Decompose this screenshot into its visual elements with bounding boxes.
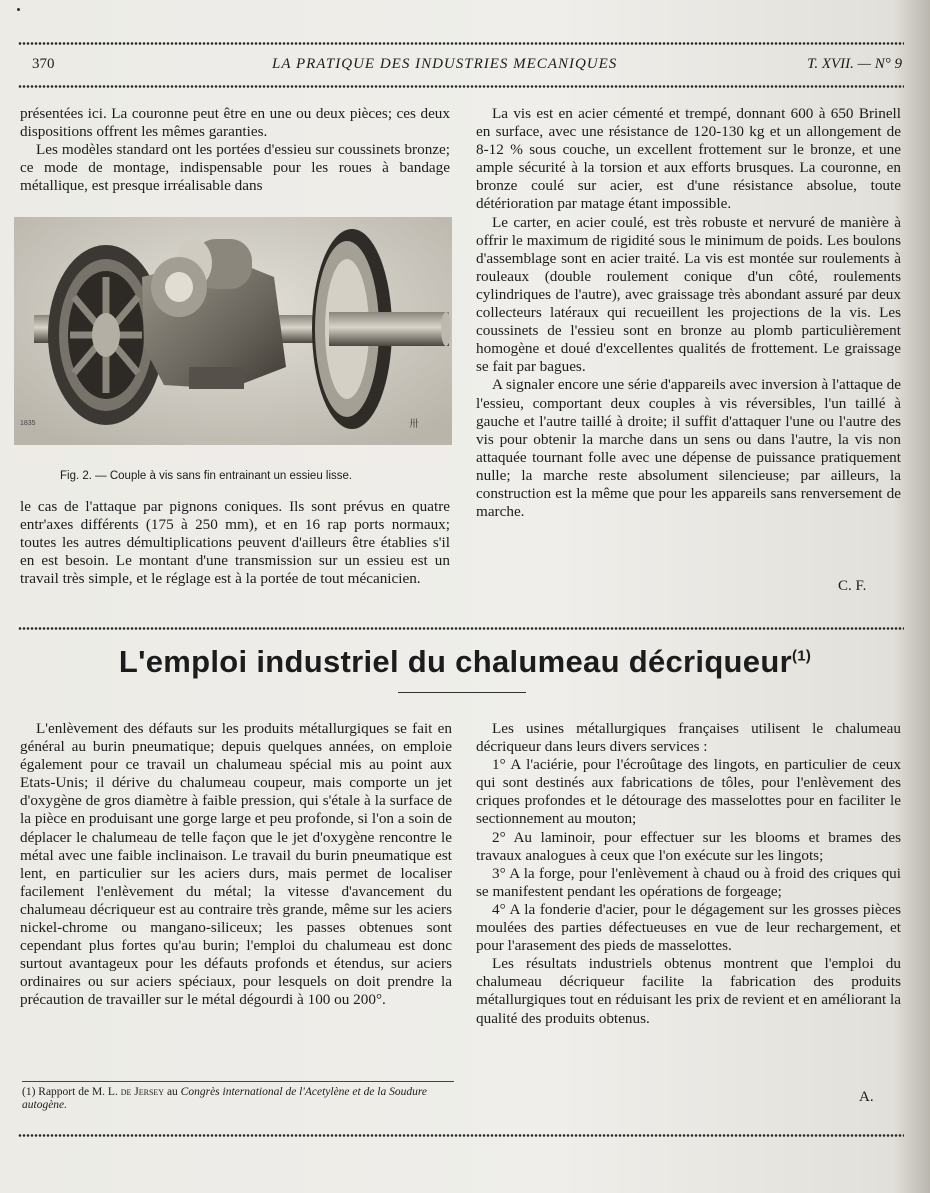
footnote xyxy=(22,1086,454,1112)
footnote-rule xyxy=(22,1081,454,1082)
paragraph: La vis est en acier cémenté et trempé, donnant 600 à 650 Brinell en surface, avec une résistance de 120-130 kg et un allongement de 8-12 % sous couche, un excellent frottement sur le bronze, et une ample sécurité à la torsion et aux efforts brusques. La couronne, en bronze coulé sur acier, est d'une résistance absolue, toute détérioration par matage étant impossible. xyxy=(476,105,901,213)
footnote-mid: au xyxy=(164,1086,181,1098)
article2-title-text: L'emploi industriel du chalumeau décriqueur xyxy=(118,644,792,679)
photo-number: 1835 xyxy=(20,420,36,427)
section-divider xyxy=(18,626,904,631)
article2-signature: A. xyxy=(859,1089,874,1105)
issue-number: T. XVII. — N° 9 xyxy=(807,56,902,72)
page-number: 370 xyxy=(32,56,55,72)
paragraph: Les résultats industriels obtenus montrent que l'emploi du chalumeau décriqueur facilite la fabrication des produits métallurgiques tout en réduisant les prix de revient et en améliorant la qualité des produits obtenus. xyxy=(476,955,901,1027)
paragraph: le cas de l'attaque par pignons coniques. Ils sont prévus en quatre entr'axes différents (175 à 250 mm), et en 16 rap ports normaux; toutes les autres démultiplications peuvent d'ailleurs être établies s'il en est besoin. Le montant d'une transmission sur un essieu est un travail très simple, et le réglage est à la portée de tout mécanicien. xyxy=(20,498,450,588)
paragraph: Les usines métallurgiques françaises utilisent le chalumeau décriqueur dans leurs divers services : xyxy=(476,720,901,756)
running-header xyxy=(32,52,902,78)
footnote-venue: Congrès international de l'Acetylène et de la Soudure autogène. xyxy=(22,1086,428,1111)
article2-right-column xyxy=(476,720,901,1028)
footer-rule xyxy=(18,1133,904,1138)
journal-title: LA PRATIQUE DES INDUSTRIES MECANIQUES xyxy=(272,56,618,72)
paragraph: Les modèles standard ont les portées d'essieu sur coussinets bronze; ce mode de montage, indispensable pour les roues à bandage métallique, est presque irréalisable dans xyxy=(20,141,450,195)
article2-title xyxy=(0,644,930,680)
paragraph: Le carter, en acier coulé, est très robuste et nervuré de manière à offrir le maximum de rigidité sous le minimum de poids. Les boulons d'assemblage sont en acier traité. La vis est montée sur roulements à rouleaux (double roulement conique d'un côté, roulements cylindriques de l'autre), avec graissage très abondant assuré par deux collecteurs latéraux qui recueillent les projections de la vis. Les coussinets de l'essieu sont en bronze au plomb particulièrement homogène et doué d'excellentes qualités de frottement. Le graissage se fait par bagues. xyxy=(476,213,901,376)
title-footnote-marker: (1) xyxy=(791,647,812,665)
paragraph: L'enlèvement des défauts sur les produits métallurgiques se fait en général au burin pneumatique; depuis quelques années, on emploie également pour ce travail un chalumeau spécial mis au point aux Etats-Unis; il dérive du chalumeau coupeur, mais comporte un jet d'oxygène de gros diamètre à faible pression, qui s'étale à la surface de la pièce en produisant une gorge large et peu profonde, si l'on a soin de déplacer le chalumeau de telle façon que le jet d'oxygène rencontre le métal avec une faible inclinaison. Le travail du burin pneumatique est lent, en particulier sur les aciers durs, mais permet de localiser facilement l'enlèvement du métal; la vitesse d'avancement du chalumeau décriqueur est au contraire très grande, même sur les aciers nickel-chrome ou mangano-siliceux; les passes obtenues sont cependant plus fortes qu'au burin; l'emploi du chalumeau est donc surtout avantageux pour les défauts profonds et étendus, sur aciers ordinaires ou sur aciers spéciaux, pour lesquels on doit prendre la précaution de travailler sur le métal dégourdi à 100 ou 200°. xyxy=(20,720,452,1009)
article2-left-column xyxy=(20,720,452,1010)
worm-gear-photo xyxy=(14,217,452,445)
header-bottom-rule xyxy=(18,84,904,89)
article1-right-column xyxy=(476,105,901,521)
paper-speck xyxy=(17,8,20,11)
list-item: 1° A l'aciérie, pour l'écroûtage des lingots, en particulier de ceux qui sont destinés aux fabrications de tôles, pour l'enlèvement des criques profondes et le détourage des masselottes pour en faciliter le sectionnement au mouton; xyxy=(476,756,901,828)
worm-gear-illustration xyxy=(14,217,452,445)
article1-left-top xyxy=(20,105,450,195)
figure-caption: Fig. 2. — Couple à vis sans fin entrainant un essieu lisse. xyxy=(60,470,353,482)
list-item: 2° Au laminoir, pour effectuer sur les blooms et brames des travaux analogues à ceux que l'on exécute sur les lingots; xyxy=(476,828,901,864)
paragraph: présentées ici. La couronne peut être en une ou deux pièces; ces deux dispositions offrent les mêmes garanties. xyxy=(20,105,450,141)
article1-signature: C. F. xyxy=(838,578,867,594)
title-underline xyxy=(398,692,526,693)
footnote-author: de Jersey xyxy=(120,1086,165,1098)
list-item: 4° A la fonderie d'acier, pour le dégagement sur les grosses pièces moulées des parties défectueuses en vue de leur rechargement, et pour l'arasement des pieds de masselottes. xyxy=(476,900,901,955)
article1-left-bottom xyxy=(20,498,450,588)
footnote-prefix: (1) Rapport de M. L. xyxy=(22,1086,121,1098)
header-top-rule xyxy=(18,41,904,46)
paragraph: A signaler encore une série d'appareils avec inversion à l'attaque de l'essieu, comportant deux couples à vis réversibles, l'un taillé à gauche et l'autre taillé à droite; il suffit d'attaquer l'une ou l'autre des vis pour obtenir la marche dans un sens ou dans l'autre, la vis non attaquée tournant folle avec une dépense de puissance pratiquement nulle; la marche reste absolument silencieuse; par ailleurs, la construction est la même que pour les appareils sans renversement de marche. xyxy=(476,376,901,521)
list-item: 3° A la forge, pour l'enlèvement à chaud ou à froid des criques qui se manifestent pendant les opérations de forgeage; xyxy=(476,864,901,900)
svg-text:卅: 卅 xyxy=(409,419,419,430)
